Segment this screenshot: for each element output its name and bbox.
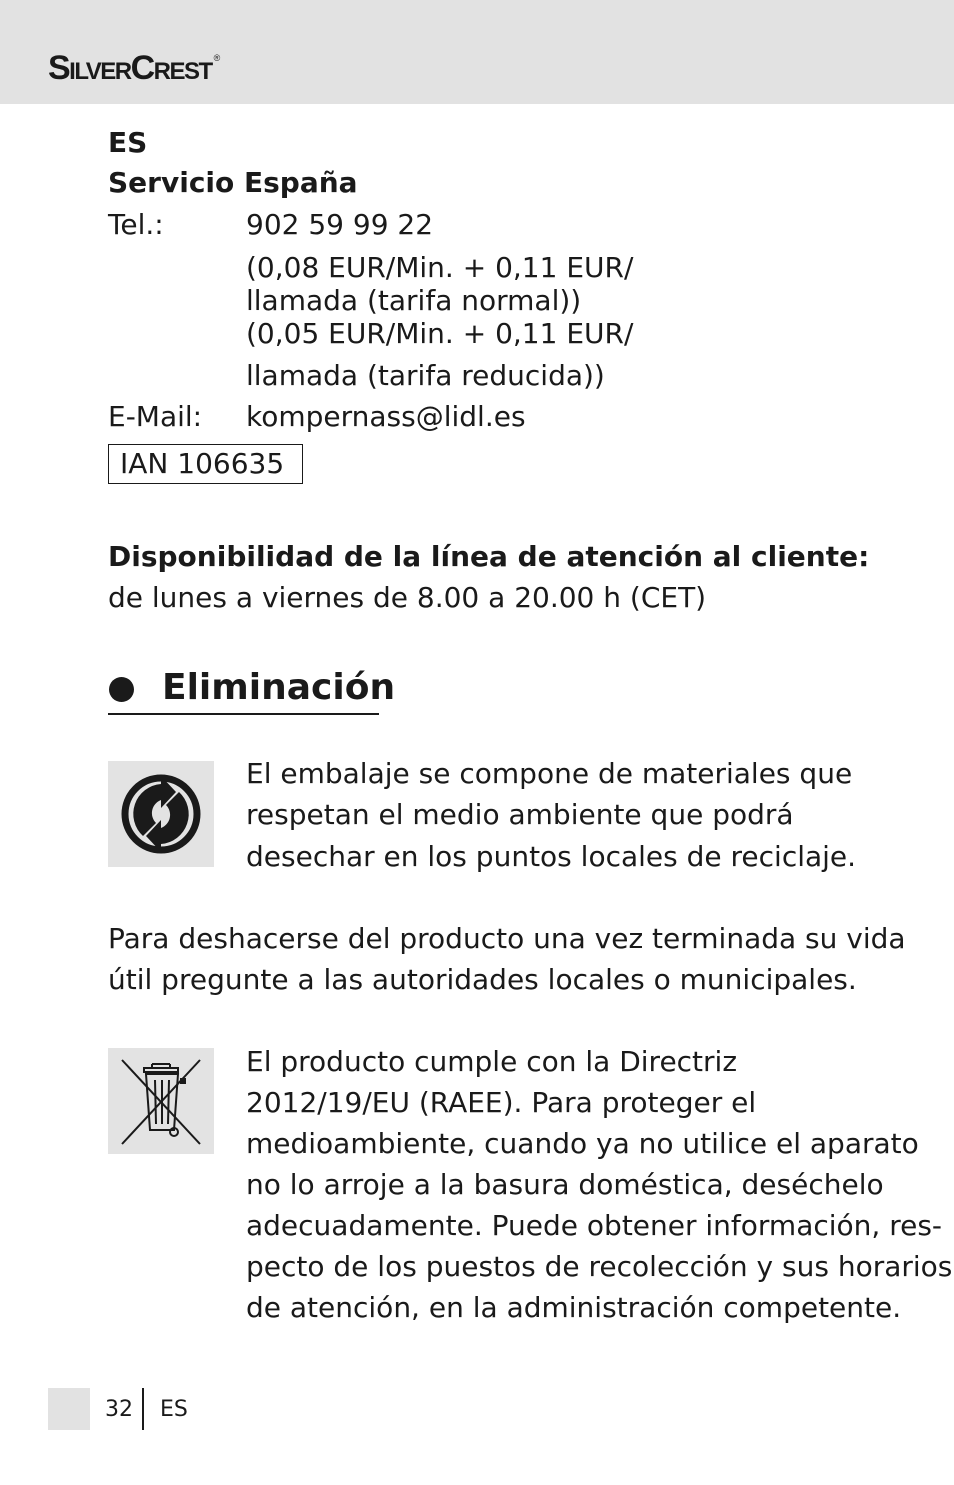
weee-line: medioambiente, cuando ya no utilice el aparato	[246, 1127, 919, 1160]
email-label: E-Mail:	[108, 400, 203, 433]
weee-line: El producto cumple con la Directriz	[246, 1045, 738, 1078]
section-underline	[108, 713, 379, 715]
service-title: Servicio España	[108, 166, 358, 199]
rate-line: llamada (tarifa normal))	[246, 284, 582, 317]
packaging-line: respetan el medio ambiente que podrá	[246, 798, 794, 831]
weee-line: de atención, en la administración competente.	[246, 1291, 902, 1324]
rate-line: llamada (tarifa reducida))	[246, 359, 605, 392]
section-bullet-icon	[109, 677, 134, 702]
rate-line: (0,05 EUR/Min. + 0,11 EUR/	[246, 317, 634, 350]
green-dot-recycling-icon	[108, 761, 214, 867]
weee-line: no lo arroje a la basura doméstica, deséchelo	[246, 1168, 884, 1201]
ian-number-box: IAN 106635	[108, 444, 303, 484]
registered-mark: ®	[213, 53, 221, 63]
tel-label: Tel.:	[108, 208, 164, 241]
availability-hours: de lunes a viernes de 8.00 a 20.00 h (CET)	[108, 581, 707, 614]
footer-divider	[142, 1388, 144, 1430]
email-address: kompernass@lidl.es	[246, 400, 526, 433]
availability-heading: Disponibilidad de la línea de atención al cliente:	[108, 540, 870, 573]
weee-line: pecto de los puestos de recolección y sus horarios	[246, 1250, 953, 1283]
page-header	[0, 0, 954, 104]
weee-line: 2012/19/EU (RAEE). Para proteger el	[246, 1086, 757, 1119]
packaging-line: El embalaje se compone de materiales que	[246, 757, 853, 790]
silvercrest-logo	[48, 38, 220, 88]
packaging-line: desechar en los puntos locales de reciclaje.	[246, 840, 857, 873]
brand-name: SilverCrest	[48, 49, 212, 87]
product-line: útil pregunte a las autoridades locales o municipales.	[108, 963, 857, 996]
crossed-out-wheelie-bin-icon	[108, 1048, 214, 1154]
weee-line: adecuadamente. Puede obtener información, res-	[246, 1209, 943, 1242]
tel-number: 902 59 99 22	[246, 208, 434, 241]
country-code: ES	[108, 126, 148, 159]
footer-tab	[48, 1388, 90, 1430]
footer-language: ES	[160, 1397, 188, 1422]
page-number: 32	[105, 1397, 133, 1422]
section-title: Eliminación	[162, 667, 396, 708]
rate-line: (0,08 EUR/Min. + 0,11 EUR/	[246, 251, 634, 284]
product-line: Para deshacerse del producto una vez terminada su vida	[108, 922, 906, 955]
